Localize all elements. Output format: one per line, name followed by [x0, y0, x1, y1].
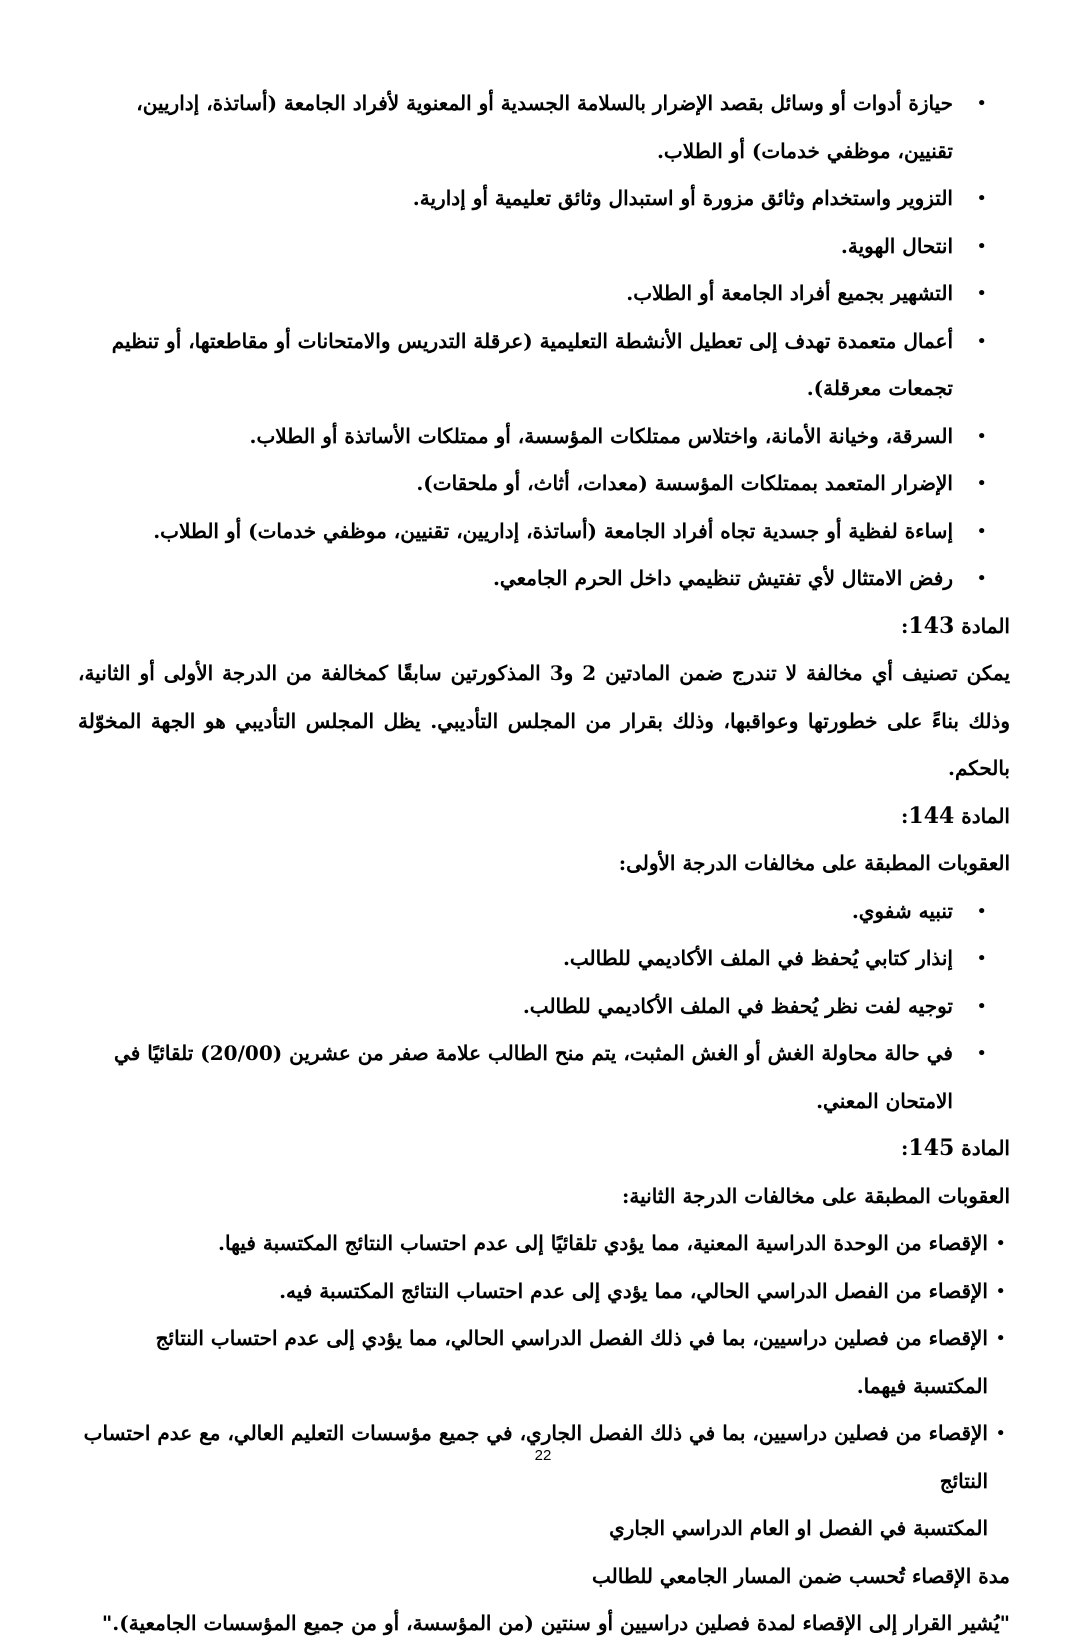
- list-item: • السرقة، وخيانة الأمانة، واختلاس ممتلكات المؤسسة، أو ممتلكات الأساتذة أو الطلاب.: [78, 413, 953, 461]
- article-label: المادة: [961, 613, 1010, 638]
- list-item: • في حالة محاولة الغش أو الغش المثبت، يتم منح الطالب علامة صفر من عشرين (20/00) تلقائيًا في الامتحان المعني.: [78, 1030, 953, 1125]
- article-143-title: [78, 603, 1010, 651]
- list-item-continuation: المكتسبة في الفصل او العام الدراسي الجاري: [609, 1516, 988, 1540]
- list-item: • حيازة أدوات أو وسائل بقصد الإضرار بالسلامة الجسدية أو المعنوية لأفراد الجامعة (أساتذة، إداريين، تقنيين، موظفي خدمات) أو الطلاب.: [78, 80, 953, 175]
- second-degree-penalties-list: [78, 1220, 1010, 1553]
- article-144-lead: العقوبات المطبقة على مخالفات الدرجة الأولى:: [618, 851, 1010, 875]
- list-item: • الإقصاء من الوحدة الدراسية المعنية، مما يؤدي تلقائيًا إلى عدم احتساب النتائج المكتسبة فيها.: [78, 1220, 1010, 1268]
- article-143-text: يمكن تصنيف أي مخالفة لا تندرج ضمن المادتين 2 و3 المذكورتين سابقًا كمخالفة من الدرجة الأولى أو الثانية، وذلك بناءً على خطورتها وعواقبها، وذلك بقرار من المجلس التأديبي. يظل المجلس التأديبي هو الجهة المخوّلة بالحكم.: [78, 661, 1011, 780]
- list-item: • تنبيه شفوي.: [78, 888, 953, 936]
- list-item: • أعمال متعمدة تهدف إلى تعطيل الأنشطة التعليمية (عرقلة التدريس والامتحانات أو مقاطعتها، أو تنظيم تجمعات معرقلة).: [78, 318, 953, 413]
- article-colon: :: [901, 1136, 909, 1160]
- article-label: المادة: [961, 1136, 1010, 1160]
- list-item: • التزوير واستخدام وثائق مزورة أو استبدال وثائق تعليمية أو إدارية.: [78, 175, 953, 223]
- list-item: • رفض الامتثال لأي تفتيش تنظيمي داخل الحرم الجامعي.: [78, 555, 953, 603]
- document-page: [78, 80, 1010, 1648]
- exclusion-quote: "يُشير القرار إلى الإقصاء لمدة فصلين دراسيين أو سنتين (من المؤسسة، أو من جميع المؤسسات الجامعية).": [101, 1611, 1010, 1635]
- article-colon: :: [901, 803, 909, 828]
- article-colon: :: [901, 613, 909, 638]
- exclusion-duration-title: مدة الإقصاء تُحسب ضمن المسار الجامعي للطالب: [592, 1563, 1010, 1588]
- list-item: [78, 1410, 1010, 1553]
- article-label: المادة: [961, 803, 1010, 828]
- list-item: • الإقصاء من الفصل الدراسي الحالي، مما يؤدي إلى عدم احتساب النتائج المكتسبة فيه.: [78, 1268, 1010, 1316]
- page-number: 22: [534, 1447, 552, 1464]
- list-item: • إساءة لفظية أو جسدية تجاه أفراد الجامعة (أساتذة، إداريين، تقنيين، موظفي خدمات) أو الطلاب.: [78, 508, 953, 556]
- article-144-title: [78, 793, 1010, 841]
- list-item: • التشهير بجميع أفراد الجامعة أو الطلاب.: [78, 270, 953, 318]
- list-item-line: الإقصاء من فصلين دراسيين، بما في ذلك الفصل الجاري، في جميع مؤسسات التعليم العالي، مع عدم احتساب النتائج: [83, 1421, 988, 1493]
- article-number: 144: [908, 802, 955, 829]
- list-item: • الإقصاء من فصلين دراسيين، بما في ذلك الفصل الدراسي الحالي، مما يؤدي إلى عدم احتساب النتائج المكتسبة فيهما.: [78, 1315, 1010, 1410]
- article-145-title: [78, 1125, 1010, 1173]
- violations-list: [78, 80, 1010, 603]
- article-number: 145: [908, 1135, 955, 1161]
- list-item: • توجيه لفت نظر يُحفظ في الملف الأكاديمي للطالب.: [78, 983, 953, 1031]
- list-item: • الإضرار المتعمد بممتلكات المؤسسة (معدات، أثاث، أو ملحقات).: [78, 460, 953, 508]
- list-item: • إنذار كتابي يُحفظ في الملف الأكاديمي للطالب.: [78, 935, 953, 983]
- first-degree-penalties-list: [78, 888, 1010, 1126]
- article-145-lead: العقوبات المطبقة على مخالفات الدرجة الثانية:: [622, 1183, 1010, 1208]
- list-item: • انتحال الهوية.: [78, 223, 953, 271]
- article-number: 143: [908, 612, 955, 639]
